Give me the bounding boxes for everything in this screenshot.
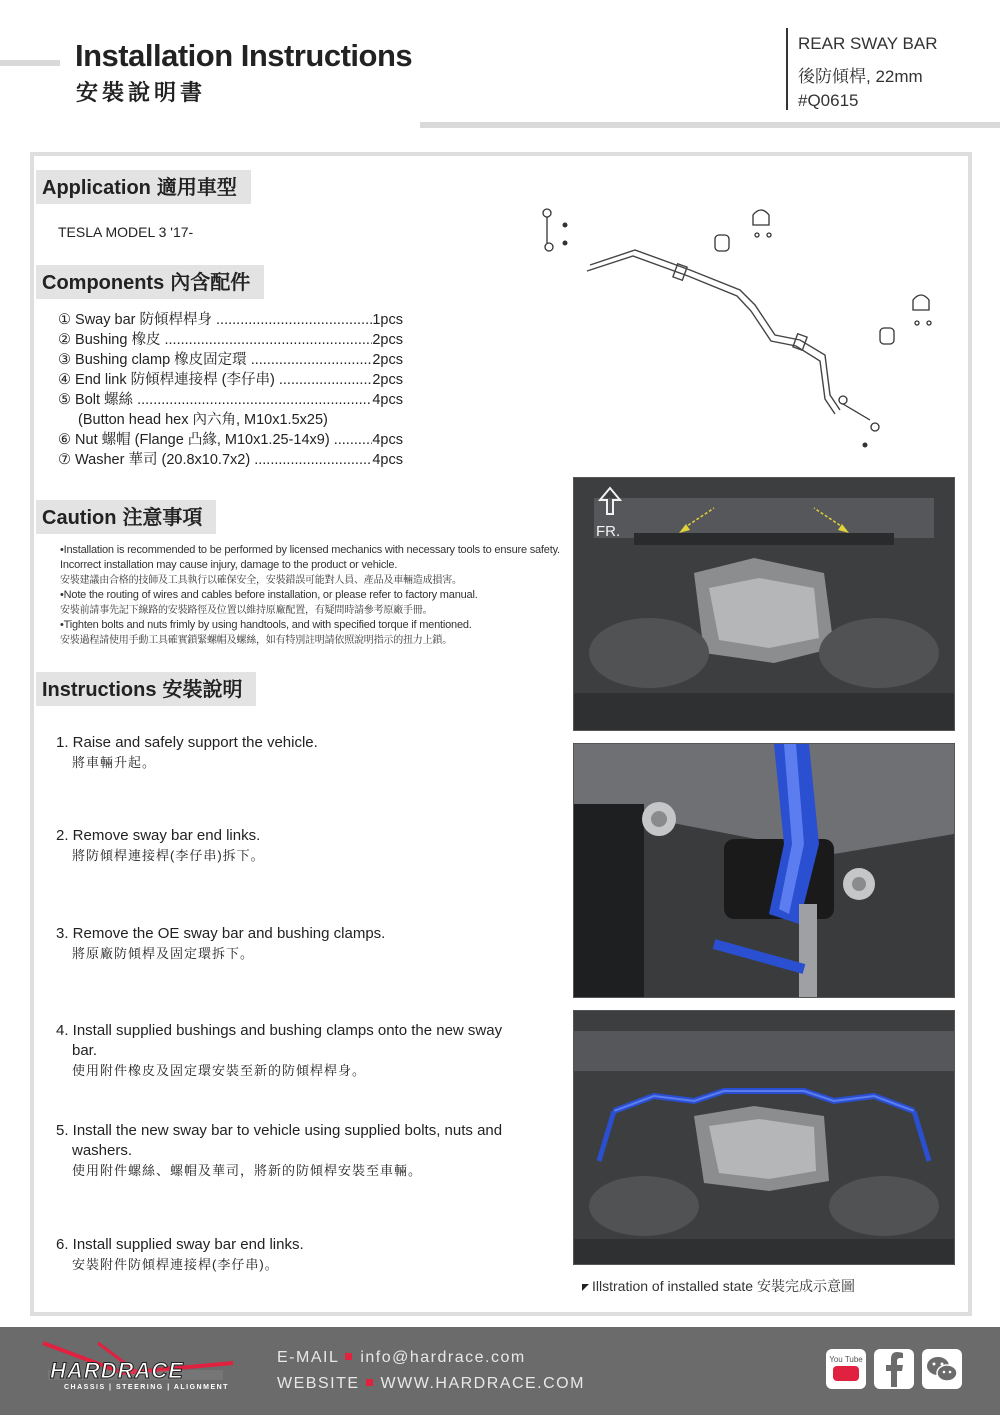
caution-notes [60,543,560,648]
application-heading-zh: 適用車型 [156,175,237,199]
caution-heading [36,500,216,534]
component-item: ⑤ Bolt 螺絲 ..... 4pcs [58,390,403,410]
components-heading-en: Components [42,272,165,294]
parts-diagram [525,195,955,455]
youtube-icon[interactable] [826,1349,866,1389]
caution-note-en: •Installation is recommended to be performed by licensed mechanics with necessary tools to ensure safety. Incorrect installation may cause injury, damage to the product or vehicle. [60,544,560,571]
component-item: ③ Bushing clamp 橡皮固定環 ..... 2pcs [58,350,403,370]
instructions-heading-en: Instructions [42,679,157,701]
instruction-step-2: 2. Remove sway bar end links. 將防傾桿連接桿(李仔串)拆下。 [56,827,265,863]
brand-tagline: CHASSIS | STEERING | ALIGNMENT [64,1384,229,1391]
photo-installed-state [573,1010,955,1265]
bushing-drawing [715,235,894,344]
header-divider [786,28,788,110]
page-subtitle: 安裝說明書 [76,80,207,106]
component-bolt-detail: (Button head hex 內六角, M10x1.5x25) [78,412,328,428]
end-link-drawing [543,209,553,251]
youtube-label: You Tube [829,1355,863,1364]
bushing-clamp-drawing [753,210,931,325]
component-item: ② Bushing 橡皮 ..... 2pcs [58,330,403,350]
photo-underbody-before [573,477,955,731]
caution-heading-en: Caution [42,507,117,529]
footer-email [277,1349,526,1367]
bullet-icon [345,1353,352,1360]
sway-bar-drawing [590,250,840,410]
bullet-icon [366,1379,373,1386]
nut-drawing [563,223,568,228]
component-item: ④ End link 防傾桿連接桿 (李仔串) ..... 2pcs [58,370,403,390]
application-heading-en: Application [42,177,151,199]
part-number: #Q0615 [798,91,859,110]
product-name-zh: 後防傾桿, 22mm [798,67,923,86]
email-link[interactable]: info@hardrace.com [360,1349,526,1366]
caution-heading-zh: 注意事項 [122,505,203,529]
caution-note-zh: 安裝前請事先記下線路的安裝路徑及位置以維持原廠配置，有疑問時請參考原廠手冊。 [60,605,433,616]
component-item: ⑥ Nut 螺帽 (Flange 凸緣, M10x1.25-14x9) ..... 4pcs [58,430,403,450]
component-item: ① Sway bar 防傾桿桿身 ..... 1pcs [58,310,403,330]
website-label: WEBSITE [277,1375,360,1392]
instructions-heading-zh: 安裝說明 [162,677,243,701]
caption-text: Illstration of installed state 安裝完成示意圖 [592,1278,855,1294]
brand-logo [38,1338,238,1403]
components-list [58,310,423,470]
end-link-drawing [839,396,879,431]
instruction-step-5: 5. Install the new sway bar to vehicle using supplied bolts, nuts and washers. 使用附件螺絲、螺帽及華司，將新的防傾桿安裝至車輛。 [56,1122,503,1178]
header-rule-right [420,122,1000,128]
components-heading [36,265,264,299]
caution-note-en: •Note the routing of wires and cables before installation, or please refer to factory manual. [60,589,478,601]
product-name: REAR SWAY BAR [798,34,938,53]
footer-website [277,1375,585,1393]
page-title: Installation Instructions [75,38,413,73]
instructions-heading [36,672,256,706]
component-item: ⑦ Washer 華司 (20.8x10.7x2) ..... 4pcs [58,450,403,470]
website-link[interactable]: WWW.HARDRACE.COM [380,1375,585,1392]
photo-bushing-closeup [573,743,955,998]
instruction-step-1: 1. Raise and safely support the vehicle. 將車輛升起。 [56,734,318,770]
caution-note-zh: 安裝過程請使用手動工具確實鎖緊螺帽及螺絲，如有特別註明請依照說明指示的扭力上鎖。 [60,635,452,646]
instruction-step-3: 3. Remove the OE sway bar and bushing clamps. 將原廠防傾桿及固定環拆下。 [56,925,386,961]
installed-caption [582,1276,855,1296]
header-rule-left [0,60,60,66]
email-label: E-MAIL [277,1349,340,1366]
facebook-icon[interactable] [874,1349,914,1389]
components-heading-zh: 內含配件 [170,270,251,294]
application-vehicle: TESLA MODEL 3 '17- [58,224,194,240]
application-heading [36,170,251,204]
caution-note-zh: 安裝建議由合格的技師及工具執行以確保安全，安裝錯誤可能對人員、產品及車輛造成損害。 [60,575,462,586]
instruction-step-6: 6. Install supplied sway bar end links. 安裝附件防傾桿連接桿(李仔串)。 [56,1236,304,1272]
wechat-icon[interactable] [922,1349,962,1389]
instruction-step-4: 4. Install supplied bushings and bushing clamps onto the new sway bar. 使用附件橡皮及固定環安裝至新的防傾桿桿身。 [56,1022,503,1078]
brand-name: HARDRACE [50,1358,184,1383]
caption-marker-icon [582,1284,589,1291]
caution-note-en: •Tighten bolts and nuts frimly by using handtools, and with specified torque if mentioned. [60,619,472,631]
forward-label: FR. [596,523,621,540]
